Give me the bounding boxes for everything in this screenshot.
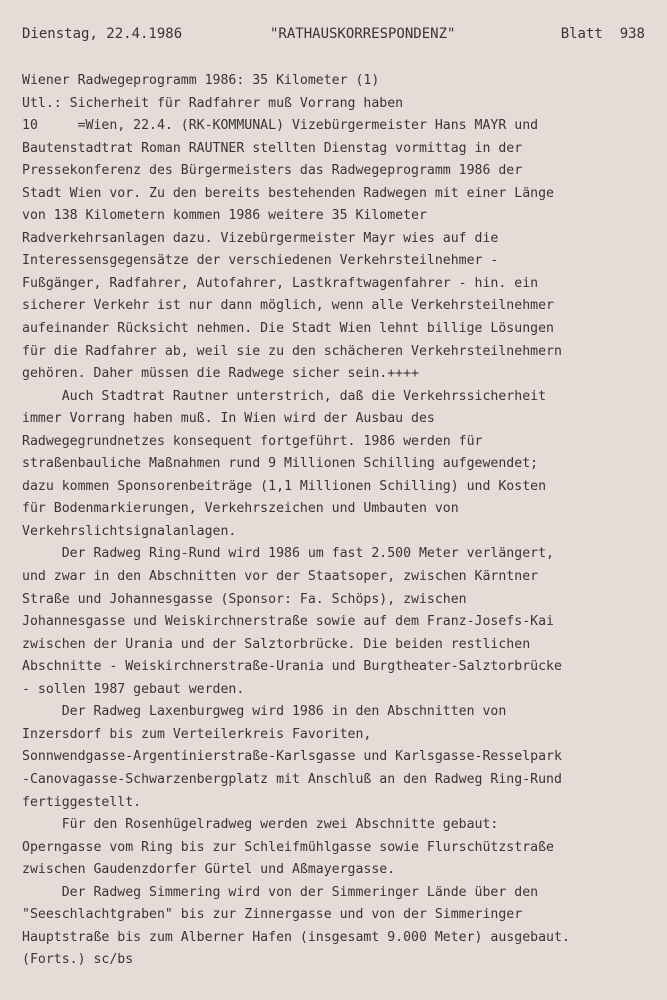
text-line: sicherer Verkehr ist nur dann möglich, wenn alle Verkehrsteilnehmer <box>22 298 554 314</box>
text-line: straßenbauliche Maßnahmen rund 9 Millionen Schilling aufgewendet; <box>22 456 539 472</box>
text-line: Operngasse vom Ring bis zur Schleifmühlgasse sowie Flurschützstraße <box>22 839 554 855</box>
text-line: Der Radweg Simmering wird von der Simmeringer Lände über den <box>22 884 539 900</box>
text-line: 10 =Wien, 22.4. (RK-KOMMUNAL) Vizebürgermeister Hans MAYR und <box>22 118 539 134</box>
header-sheet-number: Blatt 938 <box>560 26 645 42</box>
text-line: immer Vorrang haben muß. In Wien wird der Ausbau des <box>22 411 435 427</box>
text-line: Stadt Wien vor. Zu den bereits bestehenden Radwegen mit einer Länge <box>22 185 554 201</box>
text-line: Johannesgasse und Weiskirchnerstraße sowie auf dem Franz-Josefs-Kai <box>22 614 554 630</box>
text-line: Bautenstadtrat Roman RAUTNER stellten Dienstag vormittag in der <box>22 140 523 156</box>
text-line: Der Radweg Ring-Rund wird 1986 um fast 2.500 Meter verlängert, <box>22 546 554 562</box>
text-line: Hauptstraße bis zum Alberner Hafen (insgesamt 9.000 Meter) ausgebaut. <box>22 929 570 945</box>
text-line: Radwegegrundnetzes konsequent fortgeführt. 1986 werden für <box>22 433 483 449</box>
article-body <box>22 70 652 972</box>
text-line: "Seeschlachtgraben" bis zur Zinnergasse und von der Simmeringer <box>22 907 523 923</box>
text-line: Radverkehrsanlagen dazu. Vizebürgermeister Mayr wies auf die <box>22 230 499 246</box>
text-line: Auch Stadtrat Rautner unterstrich, daß die Verkehrssicherheit <box>22 388 547 404</box>
text-line: Straße und Johannesgasse (Sponsor: Fa. Schöps), zwischen <box>22 591 467 607</box>
text-line: Verkehrslichtsignalanlagen. <box>22 523 237 539</box>
text-line: zwischen Gaudenzdorfer Gürtel und Aßmayergasse. <box>22 862 396 878</box>
text-line: - sollen 1987 gebaut werden. <box>22 681 245 697</box>
article-headline: Wiener Radwegeprogramm 1986: 35 Kilometer (1) <box>22 73 380 88</box>
continuation-note: (Forts.) sc/bs <box>22 952 134 968</box>
text-line: Fußgänger, Radfahrer, Autofahrer, Lastkraftwagenfahrer - hin. ein <box>22 275 539 291</box>
text-line: fertiggestellt. <box>22 794 142 810</box>
text-line: für die Radfahrer ab, weil sie zu den schächeren Verkehrsteilnehmern <box>22 343 562 359</box>
text-line: Sonnwendgasse-Argentinierstraße-Karlsgasse und Karlsgasse-Resselpark <box>22 749 562 765</box>
text-line: gehören. Daher müssen die Radwege sicher sein.++++ <box>22 366 419 382</box>
text-line: -Canovagasse-Schwarzenbergplatz mit Anschluß an den Radweg Ring-Rund <box>22 771 562 787</box>
text-line: zwischen der Urania und der Salztorbrücke. Die beiden restlichen <box>22 636 531 652</box>
text-line: aufeinander Rücksicht nehmen. Die Stadt Wien lehnt billige Lösungen <box>22 321 554 337</box>
text-line: Für den Rosenhügelradweg werden zwei Abschnitte gebaut: <box>22 817 499 833</box>
text-line: und zwar in den Abschnitten vor der Staatsoper, zwischen Kärntner <box>22 569 539 585</box>
text-line: Interessensgegensätze der verschiedenen Verkehrsteilnehmer - <box>22 253 499 269</box>
text-line: von 138 Kilometern kommen 1986 weitere 35 Kilometer <box>22 208 427 224</box>
article-subheadline: Utl.: Sicherheit für Radfahrer muß Vorrang haben <box>22 95 404 111</box>
page-header <box>22 26 645 46</box>
text-line: Pressekonferenz des Bürgermeisters das Radwegeprogramm 1986 der <box>22 163 523 179</box>
header-date: Dienstag, 22.4.1986 <box>22 26 183 42</box>
text-line: Der Radweg Laxenburgweg wird 1986 in den Abschnitten von <box>22 704 507 720</box>
text-line: Abschnitte - Weiskirchnerstraße-Urania und Burgtheater-Salztorbrücke <box>22 659 562 675</box>
text-line: Inzersdorf bis zum Verteilerkreis Favoriten, <box>22 726 372 742</box>
text-line: dazu kommen Sponsorenbeiträge (1,1 Millionen Schilling) und Kosten <box>22 478 547 494</box>
text-line: für Bodenmarkierungen, Verkehrszeichen und Umbauten von <box>22 501 459 517</box>
header-publication: "RATHAUSKORRESPONDENZ" <box>270 26 456 42</box>
